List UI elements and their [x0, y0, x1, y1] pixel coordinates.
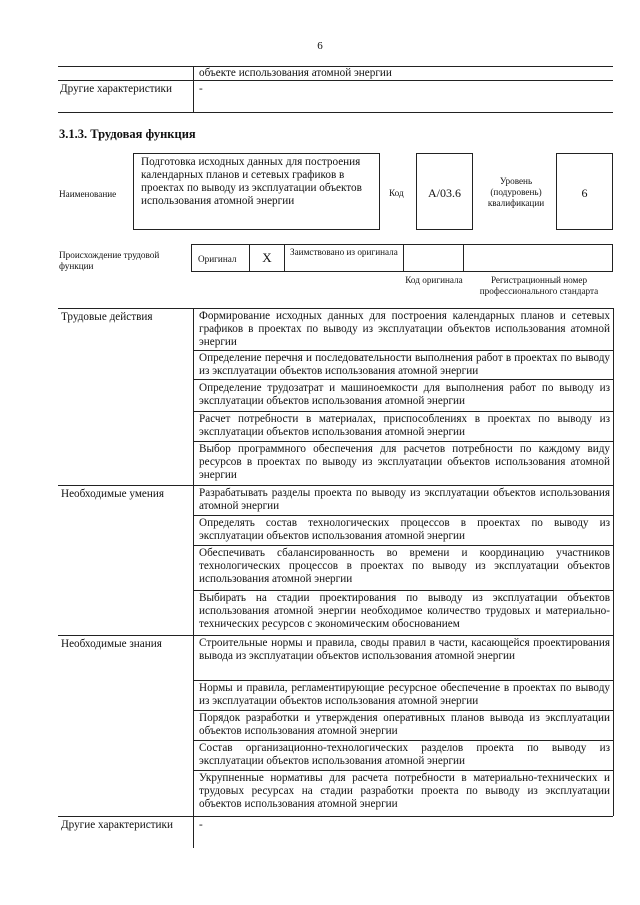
skills-label: Необходимые умения [61, 488, 164, 500]
list-item: Определение перечня и последовательности выполнения работ в проектах по выводу из эксплуатации объектов использования атомной энергии [199, 352, 610, 377]
table-rule [193, 411, 613, 412]
origin-divider [284, 244, 285, 272]
other-characteristics-label: Другие характеристики [61, 819, 173, 831]
list-item: Нормы и правила, регламентирующие ресурсное обеспечение в проектах по выводу из эксплуатации объектов использования атомной энергии [199, 682, 610, 707]
list-item: Строительные нормы и правила, своды правил в части, касающейся проектирования вывода из эксплуатации объектов использования атомной энергии [199, 637, 610, 662]
table-rule [193, 770, 613, 771]
list-item: Определение трудозатрат и машиноемкости для выполнения работ по выводу из эксплуатации объектов использования атомной энергии [199, 382, 610, 407]
origin-divider [403, 244, 404, 272]
continued-text: объекте использования атомной энергии [199, 67, 392, 79]
list-item: Порядок разработки и утверждения оперативных планов вывода из эксплуатации объектов использования атомной энергии [199, 712, 610, 737]
table-rule [193, 441, 613, 442]
list-item: Расчет потребности в материалах, приспособлениях в проектах по выводу из эксплуатации объектов использования атомной энергии [199, 413, 610, 438]
origin-divider [463, 244, 464, 272]
table-rule [193, 515, 613, 516]
list-item: Обеспечивать сбалансированность во времени и координацию участников технологических процессов в проектах по выводу из эксплуатации объектов использования атомной энергии [199, 547, 610, 585]
list-item: Формирование исходных данных для построения календарных планов и сетевых графиков в проектах по выводу из эксплуатации объектов использования атомной энергии [199, 310, 610, 348]
section-heading: 3.1.3. Трудовая функция [59, 127, 196, 141]
other-characteristics-value: - [199, 83, 203, 95]
table-rule [58, 635, 613, 636]
table-rule [58, 80, 613, 81]
code-label: Код [389, 188, 404, 198]
table-rule [58, 485, 613, 486]
qualification-level-label: Уровень (подуровень) квалификации [487, 176, 545, 208]
table-rule [193, 379, 613, 380]
other-characteristics-value: - [199, 819, 203, 831]
list-item: Состав организационно-технологических разделов проекта по выводу из эксплуатации объектов использования атомной энергии [199, 742, 610, 767]
list-item: Разрабатывать разделы проекта по выводу из эксплуатации объектов использования атомной энергии [199, 487, 610, 512]
table-rule [193, 740, 613, 741]
table-rule [193, 590, 613, 591]
list-item: Определять состав технологических процессов в проектах по выводу из эксплуатации объектов использования атомной энергии [199, 517, 610, 542]
list-item: Выбор программного обеспечения для расчетов потребности по каждому виду ресурсов в проектах по выводу из эксплуатации объектов использования атомной энергии [199, 443, 610, 481]
code-value: А/03.6 [428, 186, 461, 200]
table-divider [193, 308, 194, 848]
table-divider [193, 66, 194, 112]
knowledge-label: Необходимые знания [61, 638, 162, 650]
table-rule [193, 545, 613, 546]
origin-label: Происхождение трудовой функции [59, 250, 160, 271]
reg-number-caption: Регистрационный номер профессионального стандарта [479, 275, 599, 296]
other-characteristics-label: Другие характеристики [60, 83, 172, 95]
list-item: Выбирать на стадии проектирования по выводу из эксплуатации объектов использования атомной энергии необходимое количество трудовых и материально-технических ресурсов с экономическим обоснованием [199, 592, 610, 630]
original-mark: X [262, 250, 272, 265]
original-label: Оригинал [198, 254, 237, 264]
table-rule [193, 710, 613, 711]
actions-label: Трудовые действия [61, 311, 153, 323]
level-value: 6 [581, 186, 588, 200]
table-rule [58, 308, 613, 309]
table-rule [193, 350, 613, 351]
code-original-caption: Код оригинала [405, 275, 463, 285]
borrowed-label: Заимствовано из оригинала [290, 247, 398, 257]
page-number: 6 [317, 40, 323, 52]
table-rule [193, 680, 613, 681]
table-rule [58, 816, 613, 817]
list-item: Укрупненные нормативы для расчета потребности в материально-технических и трудовых ресурсах на стадии разработки проекта по выводу из эксплуатации объектов использования атомной энергии [199, 772, 610, 810]
name-label: Наименование [59, 189, 117, 199]
function-name: Подготовка исходных данных для построения календарных планов и сетевых графиков в проектах по выводу из эксплуатации объектов использования атомной энергии [141, 156, 362, 207]
table-border [613, 308, 614, 816]
table-rule [58, 112, 613, 113]
